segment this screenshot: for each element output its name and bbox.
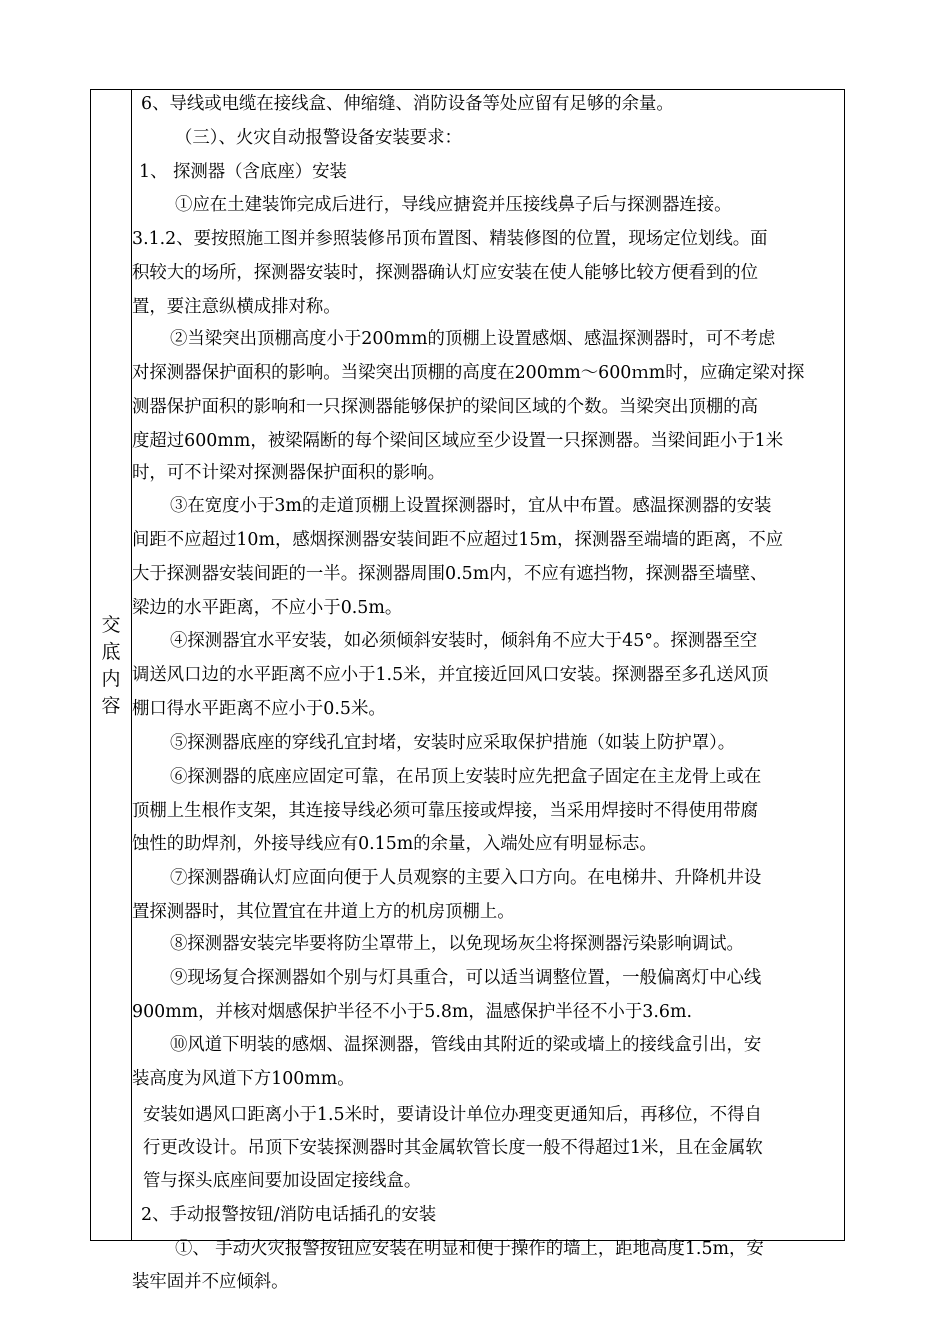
section-label: 交 底 内 容 <box>101 614 121 717</box>
text-line: 6、导线或电缆在接线盒、伸缩缝、消防设备等处应留有足够的余量。 <box>141 94 674 114</box>
text-line: 2、手动报警按钮/消防电话插孔的安装 <box>141 1205 437 1225</box>
text-line: 安装如遇风口距离小于1.5米时，要请设计单位办理变更通知后，再移位，不得自 <box>143 1105 762 1125</box>
text-line: 蚀性的助焊剂，外接导线应有0.15m的余量，入端处应有明显标志。 <box>132 834 657 854</box>
text-line: 对探测器保护面积的影响。当梁突出顶棚的高度在200mm～600ｍm时，应确定梁对探 <box>132 363 805 383</box>
text-line: ①、 手动火灾报警按钮应安装在明显和便于操作的墙上，距地高度1.5m，安 <box>175 1239 764 1259</box>
text-line: ②当梁突出顶棚高度小于200mm的顶棚上设置感烟、感温探测器时，可不考虑 <box>170 329 776 349</box>
text-line: ⑥探测器的底座应固定可靠，在吊顶上安装时应先把盒子固定在主龙骨上或在 <box>170 767 762 787</box>
text-line: 间距不应超过10m，感烟探测器安装间距不应超过15m，探测器至端墙的距离，不应 <box>132 530 784 550</box>
text-line: 装高度为风道下方100mm。 <box>132 1069 355 1089</box>
text-line: ④探测器宜水平安装，如必须倾斜安装时，倾斜角不应大于45°。探测器至空 <box>170 631 758 651</box>
text-line: 大于探测器安装间距的一半。探测器周围0.5m内，不应有遮挡物，探测器至墙壁、 <box>132 564 768 584</box>
text-line: ⑩风道下明装的感烟、温探测器，管线由其附近的梁或墙上的接线盒引出，安 <box>170 1035 762 1055</box>
text-line: 900mm，并核对烟感保护半径不小于5.8m，温感保护半径不小于3.6m. <box>132 1002 692 1022</box>
text-line: 1、 探测器（含底座）安装 <box>139 162 347 182</box>
text-line: ⑦探测器确认灯应面向便于人员观察的主要入口方向。在电梯井、升降机井设 <box>170 868 762 888</box>
text-line: 置，要注意纵横成排对称。 <box>132 297 341 317</box>
text-line: 装牢固并不应倾斜。 <box>132 1272 289 1292</box>
text-line: 调送风口边的水平距离不应小于1.5米，并宜接近回风口安装。探测器至多孔送风顶 <box>132 665 769 685</box>
text-line: 积较大的场所，探测器安装时，探测器确认灯应安装在使人能够比较方便看到的位 <box>132 263 759 283</box>
text-line: 棚口得水平距离不应小于0.5米。 <box>132 699 386 719</box>
text-line: 顶棚上生根作支架，其连接导线必须可靠压接或焊接，当采用焊接时不得使用带腐 <box>132 801 759 821</box>
text-line: 时，可不计梁对探测器保护面积的影响。 <box>132 463 446 483</box>
text-line: 测器保护面积的影响和一只探测器能够保护的梁间区域的个数。当梁突出顶棚的高 <box>132 397 759 417</box>
text-line: 行更改设计。吊顶下安装探测器时其金属软管长度一般不得超过1米，且在金属软 <box>143 1138 763 1158</box>
text-line: 度超过600mm，被梁隔断的每个梁间区域应至少设置一只探测器。当梁间距小于1米 <box>132 431 784 451</box>
text-line: 梁边的水平距离，不应小于0.5m。 <box>132 598 403 618</box>
text-line: 管与探头底座间要加设固定接线盒。 <box>143 1171 422 1191</box>
text-line: ⑤探测器底座的穿线孔宜封堵，安装时应采取保护措施（如装上防护罩）。 <box>170 733 736 753</box>
text-line: 3.1.2、要按照施工图并参照装修吊顶布置图、精装修图的位置，现场定位划线。面 <box>132 229 768 249</box>
text-line: （三）、火灾自动报警设备安装要求： <box>175 128 462 148</box>
text-line: ⑧探测器安装完毕要将防尘罩带上，以免现场灰尘将探测器污染影响调试。 <box>170 934 744 954</box>
text-line: 置探测器时，其位置宜在井道上方的机房顶棚上。 <box>132 902 515 922</box>
text-line: ③在宽度小于3m的走道顶棚上设置探测器时，宜从中布置。感温探测器的安装 <box>170 496 772 516</box>
text-line: ①应在土建装饰完成后进行，导线应搪瓷并压接线鼻子后与探测器连接。 <box>175 195 732 215</box>
text-line: ⑨现场复合探测器如个别与灯具重合，可以适当调整位置，一般偏离灯中心线 <box>170 968 762 988</box>
